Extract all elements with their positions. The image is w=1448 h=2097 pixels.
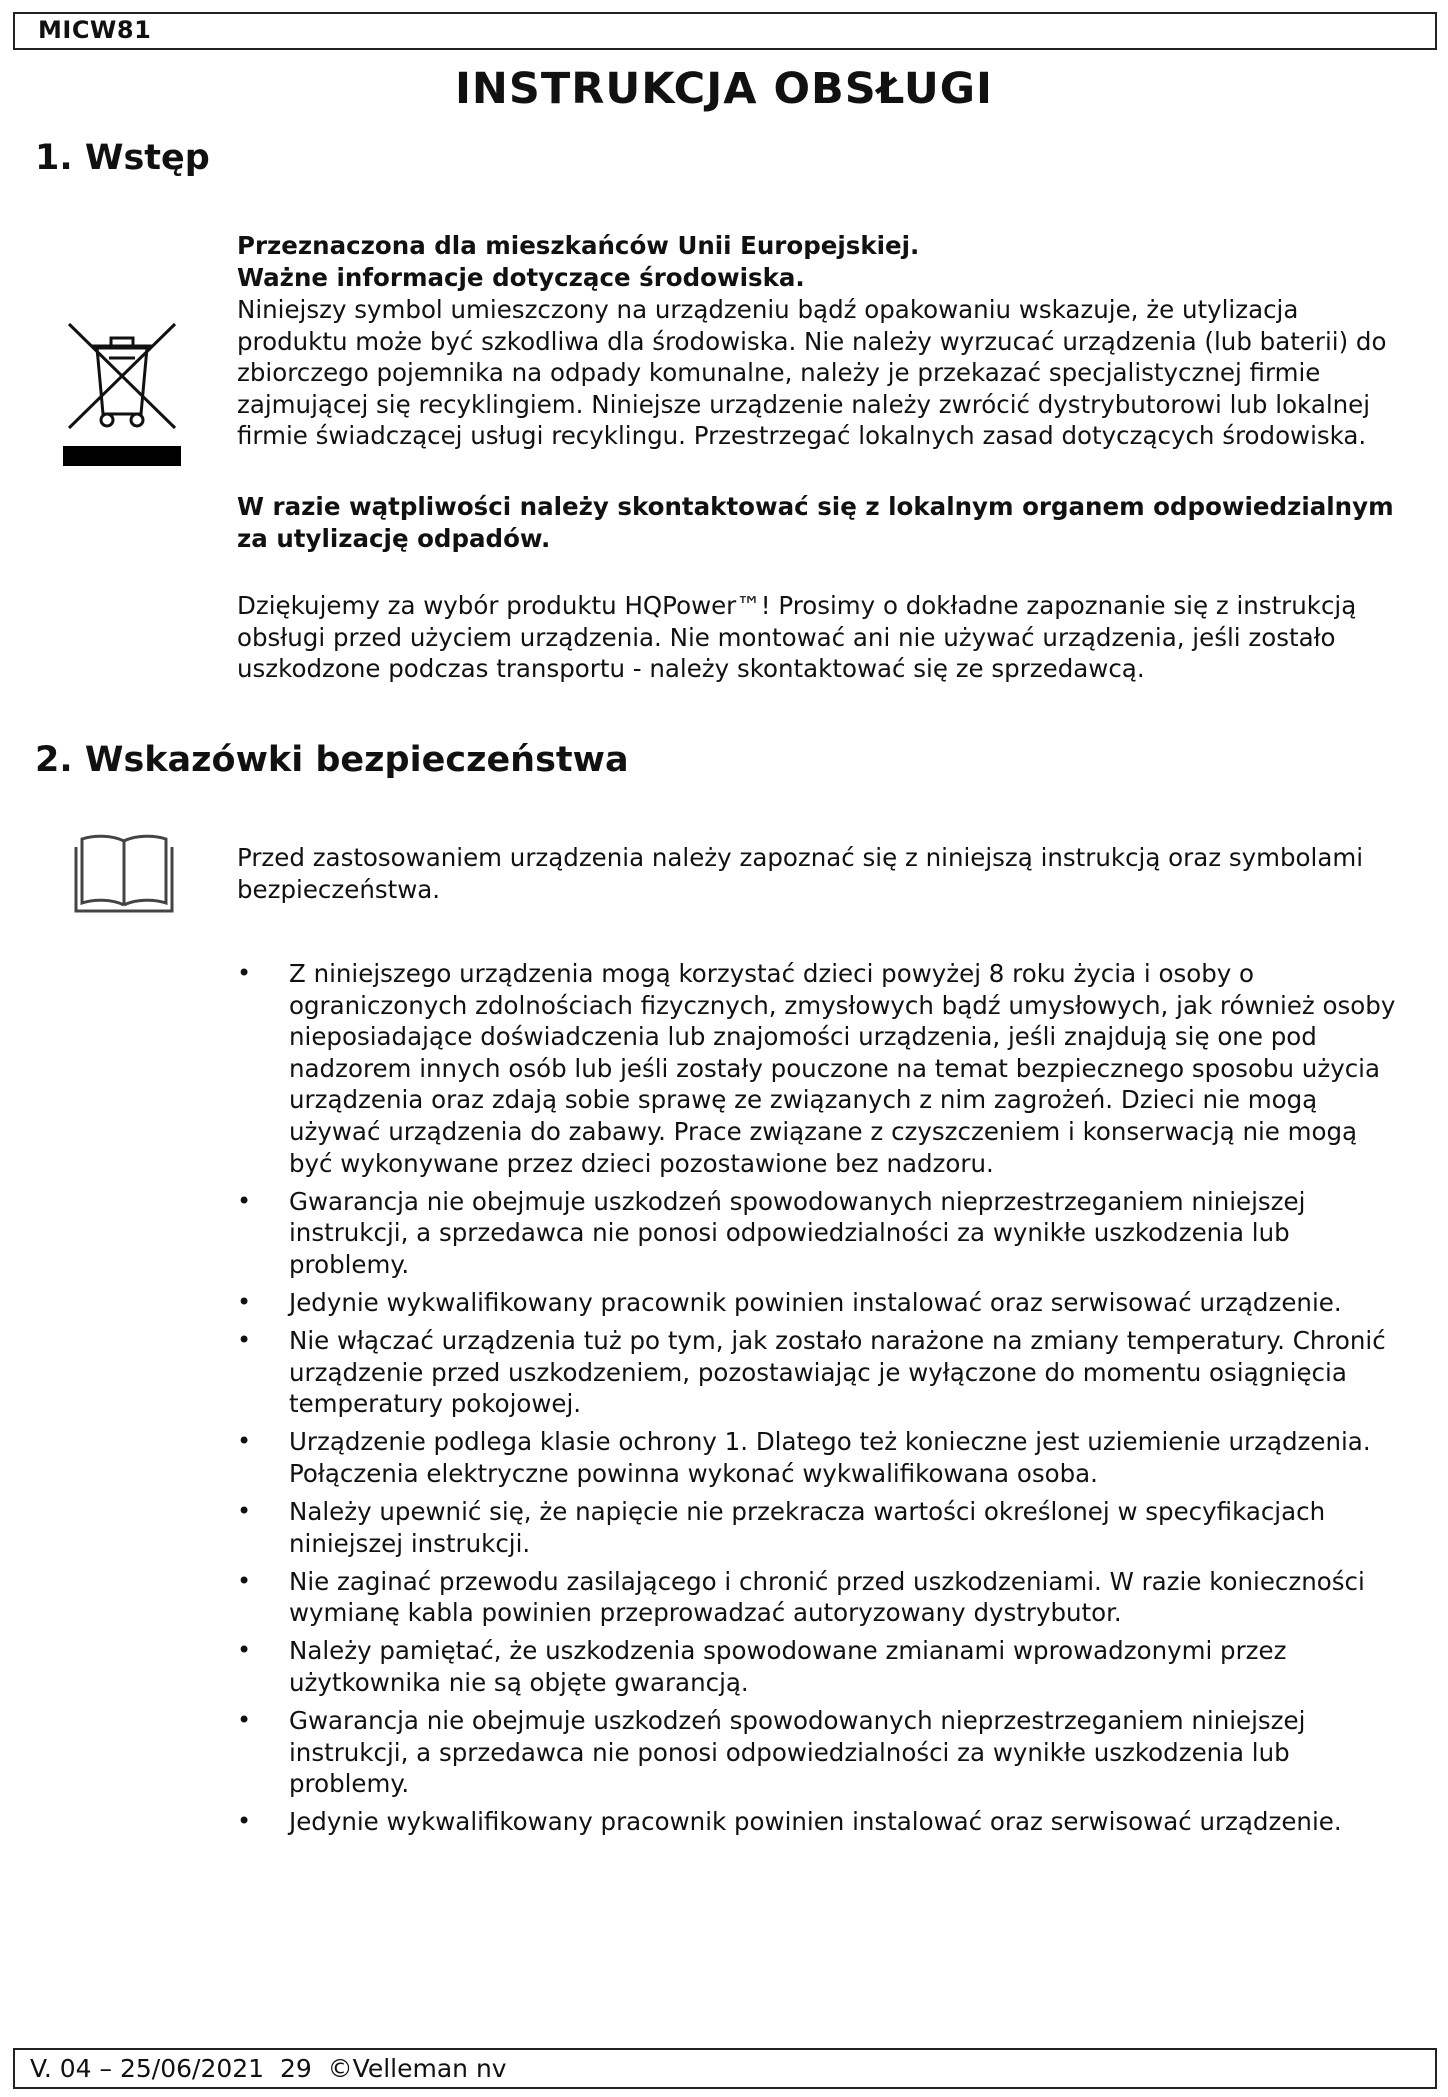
bullet-icon: • — [237, 1326, 252, 1355]
bullet-icon: • — [237, 1287, 252, 1316]
bullet-icon: • — [237, 1186, 252, 1215]
list-item-text: Gwarancja nie obejmuje uszkodzeń spowodowanych nieprzestrzeganiem niniejszej instrukcji, a sprzedawca nie ponosi odpowiedzialności za wynikłe uszkodzenia lub problemy. — [289, 1706, 1306, 1799]
safety-bullet-list — [237, 958, 1407, 1844]
list-item-text: Nie włączać urządzenia tuż po tym, jak zostało narażone na zmiany temperatury. Chronić urządzenie przed uszkodzeniem, pozostawiając je wyłączone do momentu osiągnięcia temperatury pokojowej. — [289, 1326, 1386, 1419]
model-code: MICW81 — [38, 16, 152, 44]
list-item-text: Należy pamiętać, że uszkodzenia spowodowane zmianami wprowadzonymi przez użytkownika nie są objęte gwarancją. — [289, 1636, 1287, 1697]
list-item — [237, 1287, 1407, 1319]
thanks-paragraph: Dziękujemy za wybór produktu HQPower™! Prosimy o dokładne zapoznanie się z instrukcją obsługi przed użyciem urządzenia. Nie montować ani nie używać urządzenia, jeśli zostało uszkodzone podczas transportu - należy skontaktować się ze sprzedawcą. — [237, 591, 1357, 683]
footer-version-text: V. 04 – 25/06/2021 29 ©Velleman nv — [30, 2054, 507, 2083]
list-item — [237, 1426, 1407, 1489]
list-item-text: Gwarancja nie obejmuje uszkodzeń spowodowanych nieprzestrzeganiem niniejszej instrukcji, a sprzedawca nie ponosi odpowiedzialności za wynikłe uszkodzenia lub problemy. — [289, 1186, 1306, 1279]
bullet-icon: • — [237, 959, 252, 987]
environment-paragraph: Niniejszy symbol umieszczony na urządzeniu bądź opakowaniu wskazuje, że utylizacja produktu może być szkodliwa dla środowiska. Nie należy wyrzucać urządzenia (lub baterii) do zbiorczego pojemnika na odpady komunalne, należy je przekazać specjalistycznej firmie zajmującej się recyklingiem. Niniejsze urządzenie należy zwrócić dystrybutorowi lub lokalnej firmie świadczącej usługi recyklingu. Przestrzegać lokalnych zasad dotyczących środowiska. — [237, 295, 1387, 450]
bullet-icon: • — [237, 1807, 252, 1836]
list-item-text: Należy upewnić się, że napięcie nie przekracza wartości określonej w specyfikacjach niniejszej instrukcji. — [289, 1497, 1326, 1558]
list-item-text: Urządzenie podlega klasie ochrony 1. Dlatego też konieczne jest uziemienie urządzenia. Połączenia elektryczne powinna wykonać wykwalifikowana osoba. — [289, 1427, 1371, 1488]
bullet-icon: • — [237, 1566, 252, 1595]
bullet-icon: • — [237, 1636, 252, 1665]
list-item — [237, 1705, 1407, 1800]
section-2-heading: 2. Wskazówki bezpieczeństwa — [35, 740, 629, 780]
list-item — [237, 1635, 1407, 1698]
doubt-contact-paragraph: W razie wątpliwości należy skontaktować się z lokalnym organem odpowiedzialnym za utylizację odpadów. — [237, 492, 1394, 553]
list-item — [237, 1496, 1407, 1559]
bullet-icon: • — [237, 1706, 252, 1735]
section-1-heading: 1. Wstęp — [35, 138, 210, 178]
document-title: INSTRUKCJA OBSŁUGI — [454, 64, 994, 114]
weee-recycling-icon — [63, 310, 181, 466]
environment-info-heading: Ważne informacje dotyczące środowiska. — [237, 263, 805, 292]
list-item — [237, 1325, 1407, 1420]
list-item-text: Jedynie wykwalifikowany pracownik powinien instalować oraz serwisować urządzenie. — [289, 1287, 1342, 1317]
list-item — [237, 1566, 1407, 1629]
bullet-icon: • — [237, 1497, 252, 1525]
list-item-text: Nie zaginać przewodu zasilającego i chronić przed uszkodzeniami. W razie konieczności wymianę kabla powinien przeprowadzać autoryzowany dystrybutor. — [289, 1566, 1365, 1628]
list-item — [237, 1806, 1407, 1838]
eu-residents-line: Przeznaczona dla mieszkańców Unii Europejskiej. — [237, 231, 920, 260]
list-item-text: Z niniejszego urządzenia mogą korzystać dzieci powyżej 8 roku życia i osoby o ograniczonych zdolnościach fizycznych, zmysłowych bądź umysłowych, jak również osoby nieposiadające doświadczenia lub znajomości urządzenia, jeśli znajdują się one pod nadzorem innych osób lub jeśli zostały pouczone na temat bezpiecznego sposobu użycia urządzenia oraz zdają sobie sprawę ze związanych z nim zagrożeń. Dzieci nie mogą używać urządzenia do zabawy. Prace związane z czyszczeniem i konserwacją nie mogą być wykonywane przez dzieci pozostawione bez nadzoru. — [289, 959, 1396, 1178]
header-box — [13, 12, 1437, 50]
bullet-icon: • — [237, 1427, 252, 1456]
list-item-text: Jedynie wykwalifikowany pracownik powinien instalować oraz serwisować urządzenie. — [289, 1807, 1342, 1837]
read-manual-icon — [72, 833, 176, 913]
safety-intro-paragraph: Przed zastosowaniem urządzenia należy zapoznać się z niniejszą instrukcją oraz symbolami bezpieczeństwa. — [237, 843, 1364, 904]
list-item — [237, 1186, 1407, 1281]
list-item — [237, 958, 1407, 1179]
